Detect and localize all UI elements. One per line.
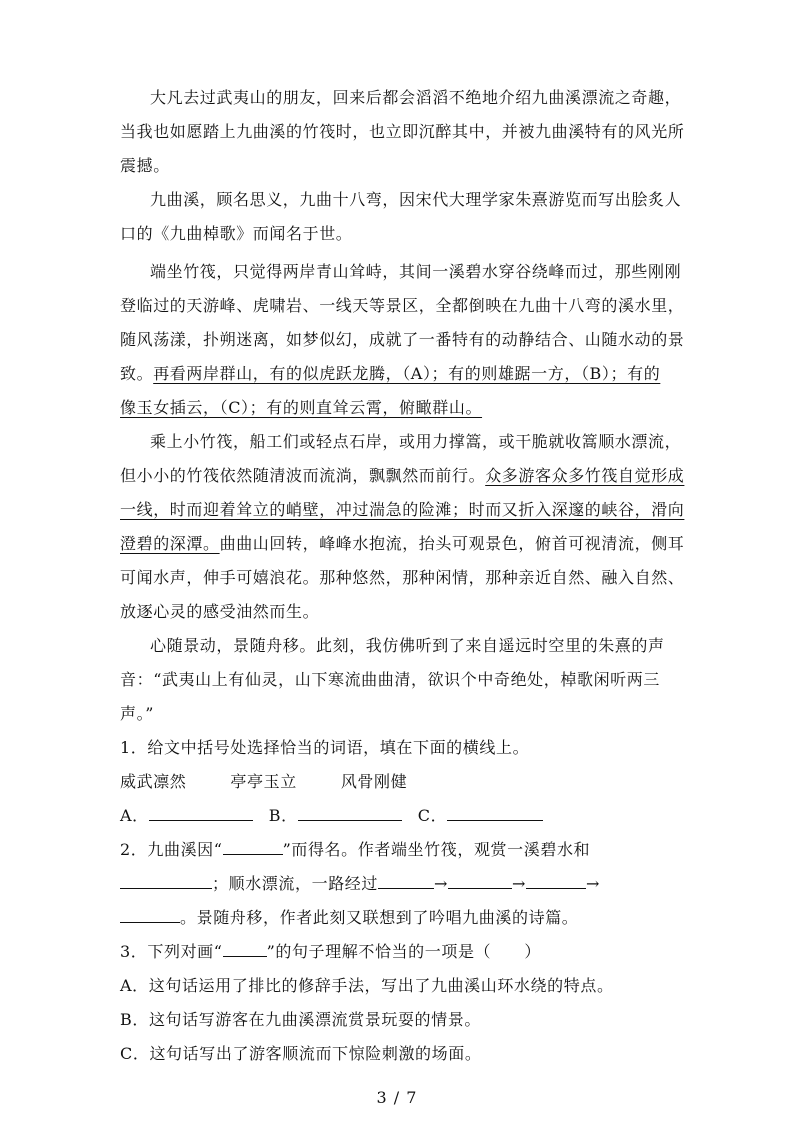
para2-line2: 口的《九曲棹歌》而闻名于世。 [120,224,353,243]
para1-line2: 当我也如愿踏上九曲溪的竹筏时，也立即沉醉其中，并被九曲溪特有的风光所 [120,122,685,141]
para4-line1: 乘上小竹筏，船工们或轻点石岸，或用力撑篙，或干脆就收篙顺水漂流， [150,432,682,451]
para5-line2: 音：“武夷山上有仙灵，山下寒流曲曲清，欲识个中奇绝处，棹歌闲听两三 [120,670,660,689]
para3-line1: 端坐竹筏，只觉得两岸青山耸峙，其间一溪碧水穿谷绕峰而过，那些刚刚 [150,262,682,281]
para1-line1: 大凡去过武夷山的朋友，回来后都会滔滔不绝地介绍九曲溪漂流之奇趣， [150,88,682,107]
para3-line4 [120,363,660,385]
arrow-icon: → [512,874,527,893]
arrow-icon: → [434,874,449,893]
para4-line2-plain: 但小小的竹筏依然随清波而流淌，飘飘然而前行。 [120,466,486,485]
para4-line2 [120,465,684,487]
option-word-2: 亭亭玉立 [230,772,297,791]
question2-line2 [120,873,600,895]
answer-a-blank[interactable] [149,806,253,821]
question1-stem: 1．给文中括号处选择恰当的词语，填在下面的横线上。 [120,738,530,757]
para1-line3: 震撼。 [120,156,170,175]
answer-c-blank[interactable] [447,806,543,821]
question3-text-1: 3．下列对画“ [120,942,223,961]
q2-blank-water[interactable] [120,874,212,889]
option-word-3: 风骨刚健 [340,772,408,791]
option-word-1: 威武凛然 [120,772,187,791]
question1-answer-line [120,805,543,827]
answer-b-label: B． [268,806,298,825]
arrow-icon: → [586,874,601,893]
para3-line4-plain: 致。 [120,364,154,383]
underline-mark-sample [223,942,267,957]
q2-blank-route-1[interactable] [378,874,434,889]
para5-line3: 声。” [120,704,154,723]
question2-text-2: ”而得名。作者端坐竹筏，观赏一溪碧水和 [282,840,591,859]
para3-line3: 随风荡漾，扑朔迷离，如梦似幻，成就了一番特有的动静结合、山随水动的景 [120,330,685,349]
para5-line1: 心随景动，景随舟移。此刻，我仿佛听到了来自遥远时空里的朱熹的声 [150,636,665,655]
para4-line3-underlined: 一线，时而迎着耸立的峭壁，冲过湍急的险滩；时而又折入深邃的峡谷，滑向 [120,500,685,519]
para3-line2: 登临过的天游峰、虎啸岩、一线天等景区，全都倒映在九曲十八弯的溪水里， [120,296,685,315]
question2-line1 [120,839,590,861]
q2-blank-route-3[interactable] [526,874,586,889]
page-number: 3 / 7 [376,1088,418,1107]
question2-text-1: 2．九曲溪因“ [120,840,223,859]
question3-option-a[interactable]: A．这句话运用了排比的修辞手法，写出了九曲溪山环水绕的特点。 [120,976,614,995]
q2-blank-name[interactable] [223,840,283,855]
underlined-sentence-rafts: 众多游客众多竹筏自觉形成 [485,466,685,485]
para4-line4 [120,533,684,555]
answer-b-blank[interactable] [298,806,402,821]
question2-text-3: ；顺水漂流，一路经过 [212,874,379,893]
question3-stem [120,941,541,963]
q2-blank-route-2[interactable] [448,874,512,889]
para4-line4-underlined: 澄碧的深潭。 [120,534,220,553]
para4-line6: 放逐心灵的感受油然而生。 [120,602,320,621]
question1-options [120,771,407,793]
answer-c-label: C． [417,806,448,825]
underlined-sentence-mountains: 再看两岸群山，有的似虎跃龙腾，（A）；有的则雄踞一方，（B）；有的 [153,364,661,383]
para4-line4-plain: 曲曲山回转，峰峰水抱流，抬头可观景色，俯首可视清流，侧耳 [219,534,685,553]
answer-a-label: A． [120,806,149,825]
question3-option-b[interactable]: B．这句话写游客在九曲溪漂流赏景玩耍的情景。 [120,1010,481,1029]
question3-text-2: ”的句子理解不恰当的一项是（ ） [266,942,541,961]
para2-line1: 九曲溪，顾名思义，九曲十八弯，因宋代大理学家朱熹游览而写出脍炙人 [150,190,682,209]
question2-line3 [120,907,578,929]
question3-option-c[interactable]: C．这句话写出了游客顺流而下惊险刺激的场面。 [120,1044,482,1063]
para4-line5: 可闻水声，伸手可嬉浪花。那种悠然，那种闲情，那种亲近自然、融入自然、 [120,568,685,587]
q2-blank-route-4[interactable] [120,908,180,923]
para3-line5-underlined: 像玉女插云，（C）；有的则直耸云霄，俯瞰群山。 [120,398,483,417]
question2-text-4: 。景随舟移，作者此刻又联想到了吟唱九曲溪的诗篇。 [180,908,579,927]
